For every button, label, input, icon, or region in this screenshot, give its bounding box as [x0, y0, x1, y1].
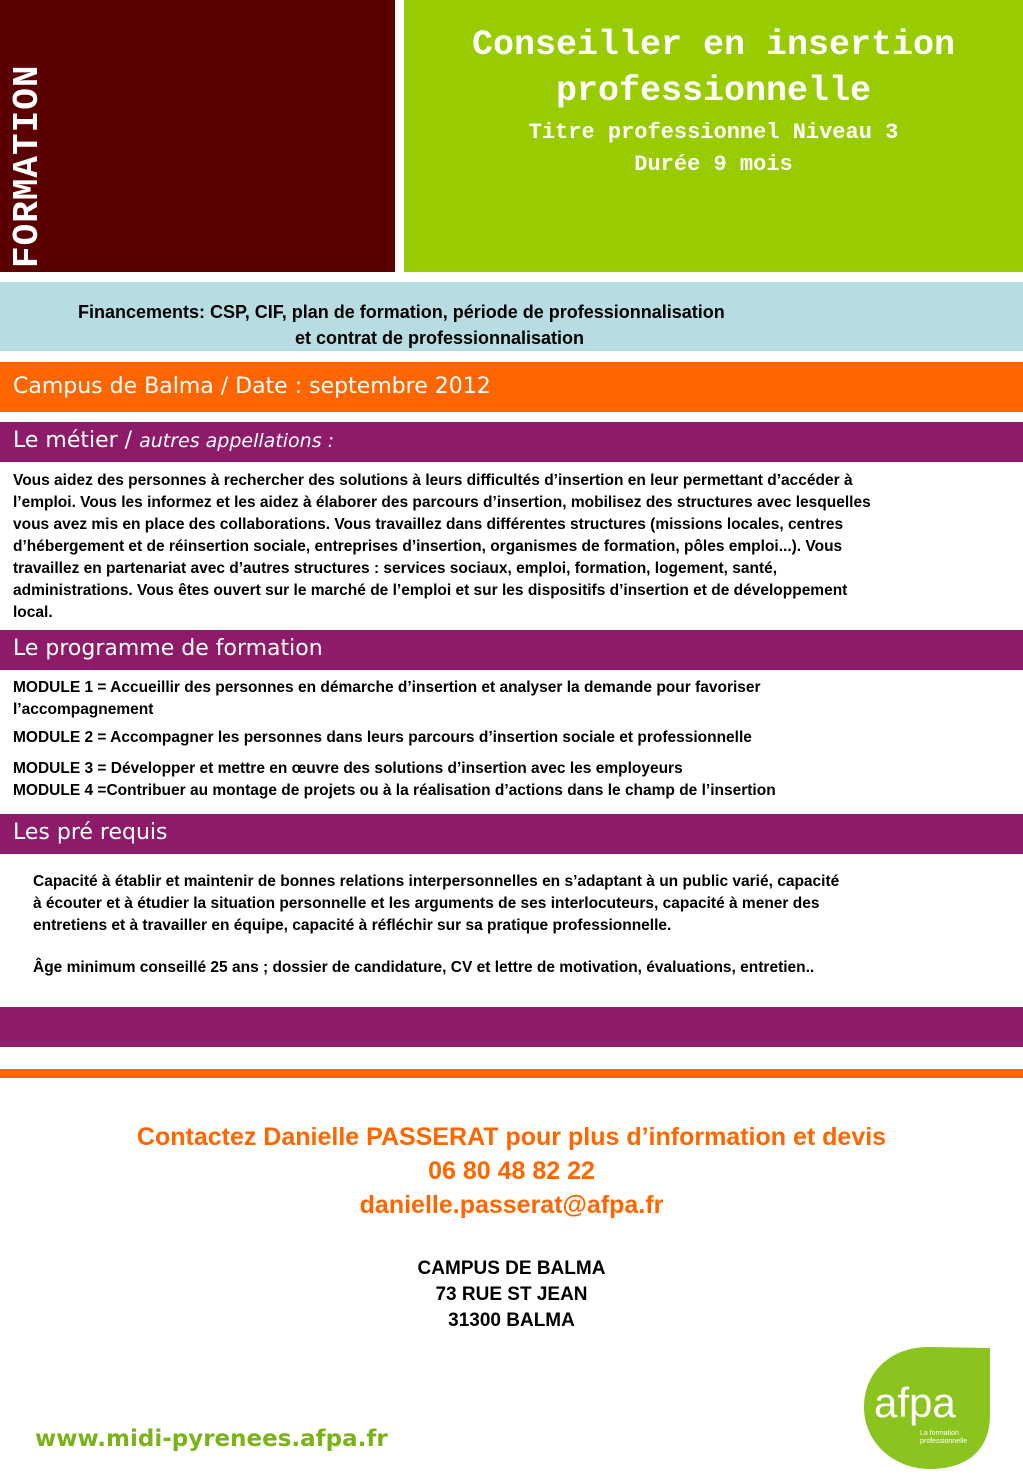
section-heading-prerequis — [0, 814, 1023, 854]
prerequis-line: Capacité à établir et maintenir de bonnes relations interpersonnelles en s’adaptant à un public varié, capacité — [33, 873, 840, 890]
afpa-logo — [862, 1345, 992, 1470]
address-line1: CAMPUS DE BALMA — [417, 1258, 606, 1279]
metier-description — [13, 470, 1013, 624]
funding-line1: Financements: CSP, CIF, plan de formation, période de professionnalisation — [78, 302, 725, 322]
logo-wordmark: afpa — [874, 1379, 956, 1426]
contact-email[interactable]: danielle.passerat@afpa.fr — [359, 1191, 664, 1219]
module-1 — [13, 677, 761, 721]
address-block — [0, 1256, 1023, 1334]
section-heading-programme — [0, 630, 1023, 670]
module-2: MODULE 2 = Accompagner les personnes dans leurs parcours d’insertion sociale et professionnelle — [13, 729, 752, 746]
prerequis-age: Âge minimum conseillé 25 ans ; dossier de candidature, CV et lettre de motivation, évaluations, entretien.. — [33, 959, 815, 976]
module-1-line1: MODULE 1 = Accueillir des personnes en démarche d’insertion et analyser la demande pour favoriser — [13, 679, 761, 696]
module-3: MODULE 3 = Développer et mettre en œuvre des solutions d’insertion avec les employeurs — [13, 760, 683, 777]
metier-line: administrations. Vous êtes ouvert sur le marché de l’emploi et sur les dispositifs d’insertion et de développement — [13, 582, 848, 599]
metier-line: d’hébergement et de réinsertion sociale, entreprises d’insertion, organismes de formation, pôles emploi...). Vous — [13, 538, 843, 555]
prerequis-heading: Les pré requis — [13, 820, 168, 845]
course-duration: Durée 9 mois — [634, 152, 793, 177]
campus-date-bar: Campus de Balma / Date : septembre 2012 — [0, 362, 1023, 412]
course-title — [404, 22, 1023, 114]
logo-tagline-2: professionnelle — [920, 1438, 968, 1445]
header-left-panel — [0, 0, 395, 272]
address-line3: 31300 BALMA — [448, 1310, 575, 1331]
course-title-line2: professionnelle — [555, 71, 872, 111]
module-4: MODULE 4 =Contribuer au montage de projets ou à la réalisation d’actions dans le champ de l’insertion — [13, 782, 776, 799]
contact-name: Contactez Danielle PASSERAT pour plus d’information et devis — [136, 1123, 887, 1151]
formation-vertical-label: FORMATION — [7, 64, 48, 268]
address-line2: 73 RUE ST JEAN — [435, 1284, 588, 1305]
course-subtitle — [404, 117, 1023, 181]
prerequis-line: entretiens et à travailler en équipe, capacité à réfléchir sur sa pratique professionnelle. — [33, 917, 672, 934]
contact-phone[interactable]: 06 80 48 82 22 — [428, 1157, 595, 1185]
funding-line2: et contrat de professionnalisation — [295, 328, 585, 348]
metier-line: vous avez mis en place des collaborations. Vous travaillez dans différentes structures (missions locales, centres — [13, 516, 844, 533]
metier-line: local. — [13, 604, 53, 621]
prerequis-description — [33, 871, 993, 937]
contact-block — [0, 1120, 1023, 1222]
course-level: Titre professionnel Niveau 3 — [528, 120, 899, 145]
prerequis-line: à écouter et à étudier la situation personnelle et les arguments de ses interlocuteurs, capacité à mener des — [33, 895, 820, 912]
course-title-line1: Conseiller en insertion — [471, 25, 956, 65]
metier-heading-italic: autres appellations : — [139, 430, 335, 452]
metier-line: travaillez en partenariat avec d’autres structures : services sociaux, emploi, formation, logement, santé, — [13, 560, 778, 577]
section-heading-metier — [0, 422, 1023, 462]
website-link[interactable]: www.midi-pyrenees.afpa.fr — [35, 1426, 388, 1452]
logo-tagline-1: La formation — [920, 1430, 959, 1437]
module-1-line2: l’accompagnement — [13, 701, 154, 718]
metier-heading: Le métier / — [13, 428, 140, 453]
programme-heading: Le programme de formation — [13, 636, 323, 661]
purple-divider-band — [0, 1007, 1023, 1047]
metier-line: Vous aidez des personnes à rechercher des solutions à leurs difficultés d’insertion en leur permettant d’accéder à — [13, 472, 853, 489]
header-title-panel — [404, 0, 1023, 272]
orange-divider-line — [0, 1069, 1023, 1078]
funding-banner — [0, 282, 1023, 351]
metier-line: l’emploi. Vous les informez et les aidez à élaborer des parcours d’insertion, mobilisez des structures avec lesquelles — [13, 494, 871, 511]
